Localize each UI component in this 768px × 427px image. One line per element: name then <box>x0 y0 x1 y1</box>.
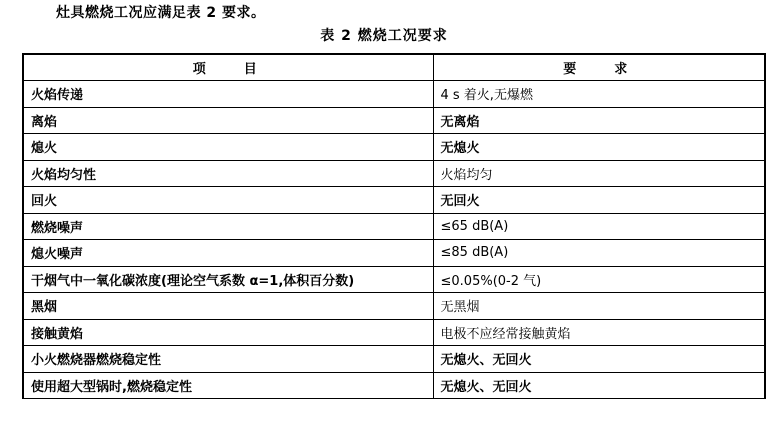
table-row <box>23 187 765 214</box>
row-requirement-cell: 无回火 <box>433 187 765 214</box>
table-row <box>23 160 765 187</box>
row-item-cell: 回火 <box>23 187 433 214</box>
table-row <box>23 107 765 134</box>
row-item-cell: 燃烧噪声 <box>23 213 433 240</box>
row-item-cell: 离焰 <box>23 107 433 134</box>
table-body <box>23 81 765 399</box>
intro-text: 灶具燃烧工况应满足表 2 要求。 <box>56 5 266 21</box>
row-requirement-cell: 4 s 着火,无爆燃 <box>433 81 765 108</box>
row-item-cell: 接触黄焰 <box>23 319 433 346</box>
row-requirement-cell: 火焰均匀 <box>433 160 765 187</box>
row-item-cell: 火焰传递 <box>23 81 433 108</box>
table-row <box>23 319 765 346</box>
table-row <box>23 240 765 267</box>
combustion-requirements-table <box>22 53 766 399</box>
column-header-requirement: 要求 <box>433 54 765 81</box>
row-requirement-cell: 无黑烟 <box>433 293 765 320</box>
table-row <box>23 346 765 373</box>
row-requirement-cell: ≤85 dB(A) <box>433 240 765 267</box>
row-item-cell: 熄火 <box>23 134 433 161</box>
row-item-cell: 火焰均匀性 <box>23 160 433 187</box>
row-item-cell: 黑烟 <box>23 293 433 320</box>
table-row <box>23 134 765 161</box>
row-requirement-cell: 无熄火、无回火 <box>433 372 765 399</box>
row-requirement-cell: ≤65 dB(A) <box>433 213 765 240</box>
table-row <box>23 81 765 108</box>
table-header-row <box>23 54 765 81</box>
table-row <box>23 213 765 240</box>
table-row <box>23 293 765 320</box>
row-item-cell: 使用超大型锅时,燃烧稳定性 <box>23 372 433 399</box>
table-caption: 表 2 燃烧工况要求 <box>320 28 448 44</box>
row-requirement-cell: 无熄火、无回火 <box>433 346 765 373</box>
table-row <box>23 372 765 399</box>
row-item-cell: 小火燃烧器燃烧稳定性 <box>23 346 433 373</box>
table-row <box>23 266 765 293</box>
row-item-cell: 干烟气中一氧化碳浓度(理论空气系数 α=1,体积百分数) <box>23 266 433 293</box>
row-item-cell: 熄火噪声 <box>23 240 433 267</box>
row-requirement-cell: 无离焰 <box>433 107 765 134</box>
column-header-item: 项目 <box>23 54 433 81</box>
row-requirement-cell: 电极不应经常接触黄焰 <box>433 319 765 346</box>
row-requirement-cell: ≤0.05%(0-2 气) <box>433 266 765 293</box>
row-requirement-cell: 无熄火 <box>433 134 765 161</box>
